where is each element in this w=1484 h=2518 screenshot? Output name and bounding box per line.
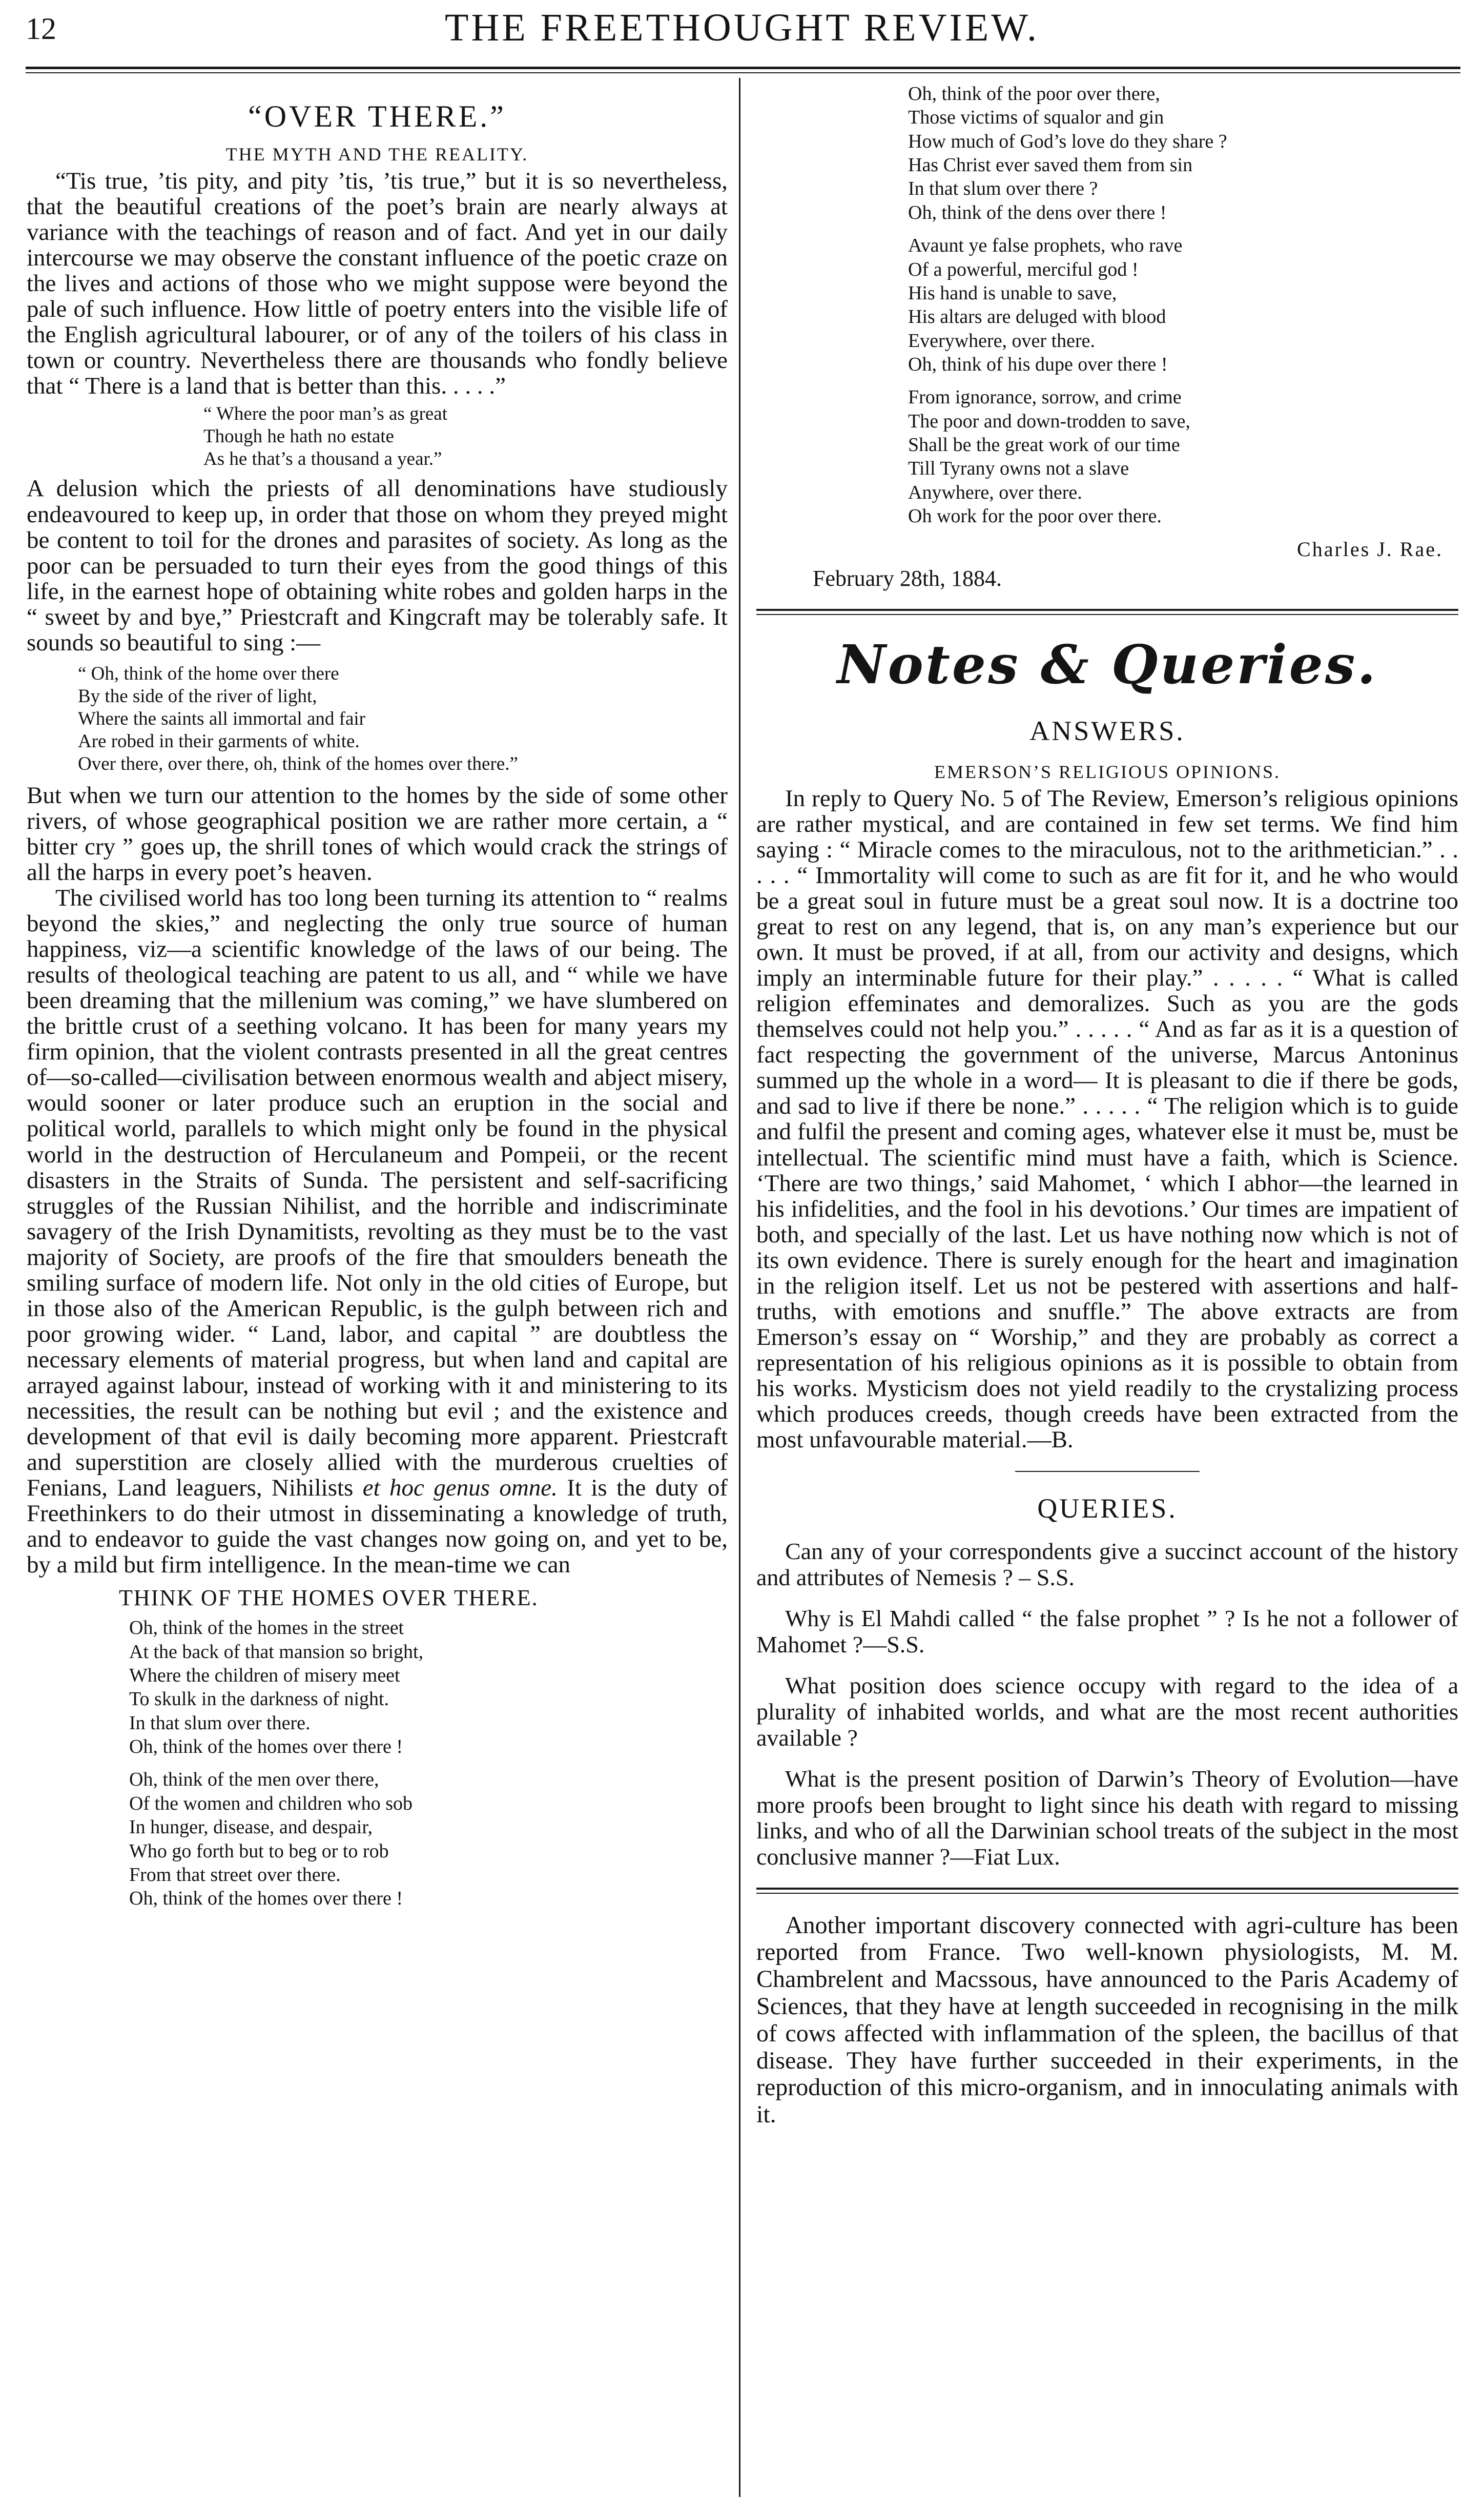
right-column: [756, 82, 1458, 2506]
news-paragraph: Another important discovery connected with agri-culture has been reported from France. Two well-known physiologists, M. M. Chambrelent and Macssous, have announced to the Paris Academy of Sciences, that they have at length succeeded in recognising in the milk of cows affected with inflammation of the spleen, the bacillus of that disease. They have further succeeded in their experiments, in the reproduction of this micro-organism, and in innoculating animals with it.: [756, 1911, 1458, 2128]
notes-queries-heading: Notes & Queries.: [837, 633, 1378, 697]
poem-stanza-5: From ignorance, sorrow, and crime The poor and down-trodden to save, Shall be the great work of our time Till Tyrany owns not a slave Anywhere, over there. Oh work for the poor over there.: [908, 386, 1190, 527]
query-4: What is the present position of Darwin’s Theory of Evolution—have more proofs been brought to light since his death with regard to missing links, and who of all the Darwinian school treats of the subject in the most conclusive manner ?—Fiat Lux.: [756, 1766, 1458, 1870]
poem-title: THINK OF THE HOMES OVER THERE.: [119, 1585, 539, 1611]
latin-phrase: et hoc genus omne.: [362, 1475, 558, 1502]
poem-stanza-1: Oh, think of the homes in the street At the back of that mansion so bright, Where the children of misery meet To skulk in the darkness of night. In that slum over there. Oh, think of the homes over there !: [129, 1617, 424, 1758]
paragraph-4-text: The civilised world has too long been turning its attention to “ realms beyond the skies,” and neglecting the only true source of human happiness, viz—a scientific knowledge of the laws of our being. The results of theological teaching are patent to us all, and “ while we have been dreaming that the millenium was coming,” we have slumbered on the brittle crust of a seething volcano. It has been for many years my firm opinion, that the violent contrasts presented in all the great centres of—so-called—civilisation between enormous wealth and abject misery, would sooner or later produce such an eruption in the social and political world, parallels to which might only be found in the physical world in the destruction of Herculaneum and Pompeii, or the recent disasters in the Straits of Sunda. The persistent and self-sacrificing struggles of the Russian Nihilist, and the horrible and indiscriminate savagery of the Irish Dynamitists, revolting as they must be to the vast majority of Society, are proofs of the fire that smoulders beneath the smiling surface of modern life. Not only in the old cities of Europe, but in those also of the American Republic, is the gulph between rich and poor growing wider. “ Land, labor, and capital ” are doubtless the necessary elements of material progress, but when land and capital are arrayed against labour, instead of working with it and ministering to its necessities, the result can be nothing but evil ; and the existence and development of that evil is daily becoming more apparent. Priestcraft and superstition are closely allied with the murderous cruelties of Fenians, Land leaguers, Nihilists: [27, 885, 728, 1502]
article-paragraph-2: A delusion which the priests of all denominations have studiously endeavoured to keep up, in order that those on whom they preyed might be content to toil for the drones and parasites of society. As long as the poor can be persuaded to turn their eyes from the good things of this life, in the earnest hope of obtaining white robes and golden harps in the “ sweet by and bye,” Priestcraft and Kingcraft may be tolerably safe. It sounds so beautiful to sing :—: [27, 475, 728, 656]
column-rule: [739, 78, 740, 2497]
article-title: “OVER THERE.”: [248, 99, 506, 133]
poem-stanza-2: Oh, think of the men over there, Of the women and children who sob In hunger, disease, and despair, Who go forth but to beg or to rob From that street over there. Oh, think of the homes over there !: [129, 1769, 413, 1910]
poem-author: Charles J. Rae.: [1297, 538, 1443, 561]
emerson-subheading: EMERSON’S RELIGIOUS OPINIONS.: [934, 761, 1281, 782]
query-2: Why is El Mahdi called “ the false prophet ” ? Is he not a follower of Mahomet ?—S.S.: [756, 1605, 1458, 1657]
query-3: What position does science occupy with regard to the idea of a plurality of inhabited worlds, and what are the most recent authorities available ?: [756, 1672, 1458, 1751]
verse-quote-2: “ Oh, think of the home over there By the side of the river of light, Where the saints all immortal and fair Are robed in their garments of white. Over there, over there, oh, think of the homes over there.”: [78, 663, 518, 774]
queries-heading: QUERIES.: [1037, 1493, 1178, 1524]
poem-date: February 28th, 1884.: [813, 566, 1002, 591]
paragraph-4-end: It is the duty of Freethinkers to do their utmost in disseminating a knowledge of truth, and to endeavor to guide the vast changes now going on, and yet to be, by a mild but firm intelligence. In the mean-time we can: [27, 1475, 728, 1579]
article-paragraph-1: “Tis true, ’tis pity, and pity ’tis, ’tis true,” but it is so nevertheless, that the beautiful creations of the poet’s brain are nearly always at variance with the teachings of reason and of fact. And yet in our daily intercourse we may observe the constant influence of the poetic craze on the lives and actions of those who we might suppose were beyond the pale of such influence. How little of poetry enters into the visible life of the English agricultural labourer, or of any of the toilers of his class in town or country. Nevertheless there are thousands who fondly believe that “ There is a land that is better than this. . . . .”: [27, 168, 728, 400]
running-title: THE FREETHOUGHT REVIEW.: [445, 6, 1039, 49]
verse-quote-1: “ Where the poor man’s as great Though he hath no estate As he that’s a thousand a year.”: [203, 403, 448, 470]
poem-stanza-4: Avaunt ye false prophets, who rave Of a powerful, merciful god ! His hand is unable to save, His altars are deluged with blood Everywhere, over there. Oh, think of his dupe over there !: [908, 235, 1183, 375]
left-column: [27, 82, 728, 2506]
header-rule: [26, 67, 1460, 73]
article-paragraph-4: [27, 885, 728, 1578]
section-divider-2: [756, 1888, 1458, 1894]
emerson-answer: In reply to Query No. 5 of The Review, Emerson’s religious opinions are rather mystical, and are contained in few set terms. We find him saying : “ Miracle comes to the miraculous, not to the arithmetician.” . . . . . “ Immortality will come to such as are fit for it, and he who would be a great soul in future must be a great soul now. It is a doctrine too great to rest on any legend, that is, on any man’s experience but our own. It must be proved, if at all, from our activity and designs, which imply an interminable future for their play.” . . . . . “ What is called religion effeminates and demoralizes. Such as you are the gods themselves could not help you.” . . . . . “ And as far as it is a question of fact respecting the government of the universe, Marcus Antoninus summed up the whole in a word— It is pleasant to die if there be gods, and sad to live if there be none.” . . . . . “ The religion which is to guide and fulfil the present and coming ages, whatever else it must be, must be intellectual. The scientific mind must have a faith, which is Science. ‘There are two things,’ said Mahomet, ‘ which I abhor—the learned in his infidelities, and the fool in his devotions.’ Our times are impatient of both, and specially of the last. Let us have nothing now which is not of its own evidence. There is surely enough for the heart and imagination in the religion itself. Let us not be pestered with assertions and half-truths, with emotions and snuffle.” The above extracts are from Emerson’s essay on “ Worship,” and they are probably as correct a representation of his religious opinions as it is possible to obtain from his works. Mysticism does not yield readily to the crystalizing process which produces creeds, though creeds have been extracted from the most unfavourable material.—B.: [756, 785, 1458, 1454]
short-divider: [1015, 1471, 1200, 1472]
section-divider: [756, 609, 1458, 615]
query-1: Can any of your correspondents give a succinct account of the history and attributes of Nemesis ? – S.S.: [756, 1538, 1458, 1590]
page-number: 12: [26, 12, 56, 46]
article-paragraph-3: But when we turn our attention to the homes by the side of some other rivers, of whose geographical position we are rather more certain, a “ bitter cry ” goes up, the shrill tones of which would crack the strings of all the harps in every poet’s heaven.: [27, 782, 728, 886]
answers-heading: ANSWERS.: [1029, 715, 1185, 746]
poem-stanza-3: Oh, think of the poor over there, Those victims of squalor and gin How much of God’s love do they share ? Has Christ ever saved them from sin In that slum over there ? Oh, think of the dens over there !: [908, 83, 1227, 223]
article-subtitle: THE MYTH AND THE REALITY.: [225, 144, 529, 165]
